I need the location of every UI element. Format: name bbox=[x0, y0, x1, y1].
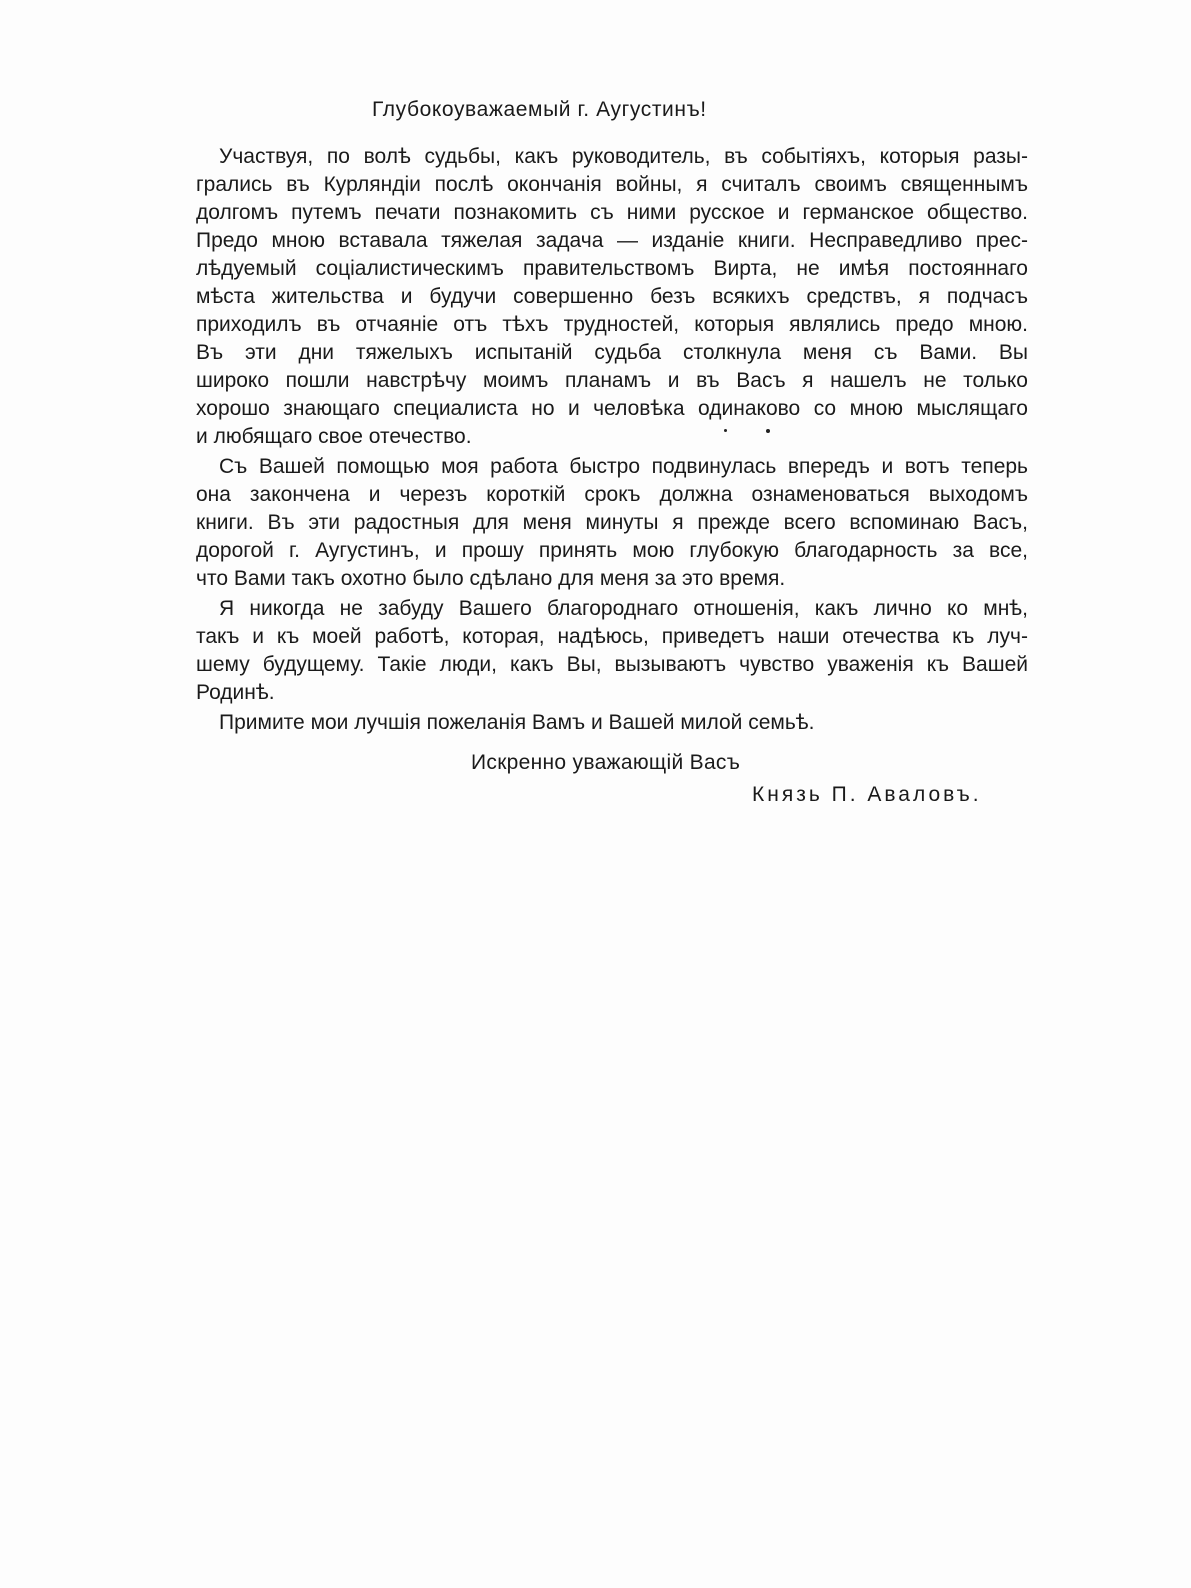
paragraph-3-line-2: такъ и къ моей работѣ, которая, надѣюсь, приведетъ наши отечества къ луч- bbox=[196, 625, 1028, 648]
paragraph-2-line-2: она закончена и черезъ короткiй срокъ должна ознаменоваться выходомъ bbox=[196, 483, 1028, 506]
paragraph-1-line-7: приходилъ въ отчаянiе отъ тѣхъ трудностей, которыя являлись предо мною. bbox=[196, 313, 1028, 336]
paragraph-1-line-8: Въ эти дни тяжелыхъ испытанiй судьба столкнула меня съ Вами. Вы bbox=[196, 341, 1028, 364]
scan-speck bbox=[724, 429, 727, 432]
paragraph-3-line-3: шему будущему. Такiе люди, какъ Вы, вызываютъ чувство уваженiя къ Вашей bbox=[196, 653, 1028, 676]
paragraph-1-line-4: Предо мною вставала тяжелая задача — изданiе книги. Несправедливо прес- bbox=[196, 229, 1028, 252]
paragraph-2-line-4: дорогой г. Аугустинъ, и прошу принять мою глубокую благодарность за все, bbox=[196, 539, 1028, 562]
scan-speck bbox=[766, 429, 770, 433]
paragraph-1-line-2: грались въ Курляндiи послѣ окончанiя войны, я считалъ своимъ священнымъ bbox=[196, 173, 1028, 196]
paragraph-1-line-9: широко пошли навстрѣчу моимъ планамъ и въ Васъ я нашелъ не только bbox=[196, 369, 1028, 392]
paragraph-1-line-11: и любящаго свое отечество. bbox=[196, 425, 472, 448]
letter-closing: Искренно уважающiй Васъ bbox=[471, 751, 741, 774]
paragraph-4-line-1: Примите мои лучшiя пожеланiя Вамъ и Вашей милой семьѣ. bbox=[219, 711, 815, 734]
paragraph-3-line-4: Родинѣ. bbox=[196, 681, 275, 704]
paragraph-1-line-6: мѣста жительства и будучи совершенно безъ всякихъ средствъ, я подчасъ bbox=[196, 285, 1028, 308]
paragraph-1-line-10: хорошо знающаго специалиста но и человѣка одинаково со мною мыслящаго bbox=[196, 397, 1028, 420]
paragraph-2-line-3: книги. Въ эти радостныя для меня минуты я прежде всего вспоминаю Васъ, bbox=[196, 511, 1028, 534]
paragraph-2-line-1: Съ Вашей помощью моя работа быстро подвинулась впередъ и вотъ теперь bbox=[219, 455, 1028, 478]
paragraph-3-line-1: Я никогда не забуду Вашего благороднаго отношенiя, какъ лично ко мнѣ, bbox=[219, 597, 1028, 620]
paragraph-1-line-5: лѣдуемый соцiалистическимъ правительствомъ Вирта, не имѣя постояннаго bbox=[196, 257, 1028, 280]
paragraph-1-line-1: Участвуя, по волѣ судьбы, какъ руководитель, въ событiяхъ, которыя разы- bbox=[219, 145, 1028, 168]
letter-signature: Князь П. Аваловъ. bbox=[752, 783, 982, 806]
letter-salutation: Глубокоуважаемый г. Аугустинъ! bbox=[372, 98, 707, 121]
paragraph-2-line-5: что Вами такъ охотно было сдѣлано для меня за это время. bbox=[196, 567, 786, 590]
paragraph-1-line-3: долгомъ путемъ печати познакомить съ ними русское и германское общество. bbox=[196, 201, 1028, 224]
